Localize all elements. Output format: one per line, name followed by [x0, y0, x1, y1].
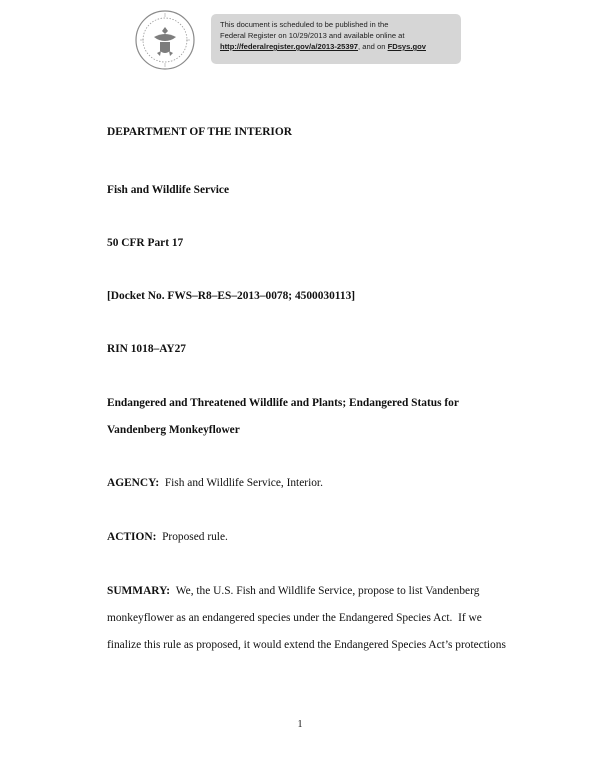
federal-register-link[interactable]: http://federalregister.gov/a/2013-25397 [220, 42, 359, 51]
notice-line-3 [220, 41, 461, 52]
summary-row [107, 584, 479, 598]
publication-notice [211, 14, 461, 64]
rule-title-line-1: Endangered and Threatened Wildlife and Plants; Endangered Status for [107, 397, 459, 409]
summary-line-2: monkeyflower as an endangered species under the Endangered Species Act. If we [107, 612, 482, 624]
docket-heading: [Docket No. FWS–R8–ES–2013–0078; 4500030113] [107, 290, 356, 302]
notice-line-1: This document is scheduled to be published in the [220, 20, 389, 29]
summary-label: SUMMARY: [107, 585, 171, 597]
action-value: Proposed rule. [162, 531, 228, 543]
agency-label: AGENCY: [107, 477, 160, 489]
agency-heading: Fish and Wildlife Service [107, 184, 230, 196]
action-row [107, 530, 228, 544]
notice-separator: , and on [358, 42, 388, 51]
notice-line-2: Federal Register on 10/29/2013 and available online at [220, 31, 405, 40]
fdsys-link[interactable]: FDsys.gov [387, 42, 426, 51]
seal-icon [134, 9, 196, 71]
agency-row [107, 476, 323, 490]
cfr-heading: 50 CFR Part 17 [107, 237, 184, 249]
action-label: ACTION: [107, 531, 157, 543]
department-heading: DEPARTMENT OF THE INTERIOR [107, 126, 292, 138]
rin-heading: RIN 1018–AY27 [107, 343, 187, 355]
rule-title-line-2: Vandenberg Monkeyflower [107, 424, 240, 436]
page-number: 1 [297, 719, 303, 730]
summary-line-3: finalize this rule as proposed, it would extend the Endangered Species Act’s protections [107, 639, 506, 651]
agency-value: Fish and Wildlife Service, Interior. [164, 477, 323, 489]
summary-line-1: We, the U.S. Fish and Wildlife Service, propose to list Vandenberg [175, 585, 480, 597]
